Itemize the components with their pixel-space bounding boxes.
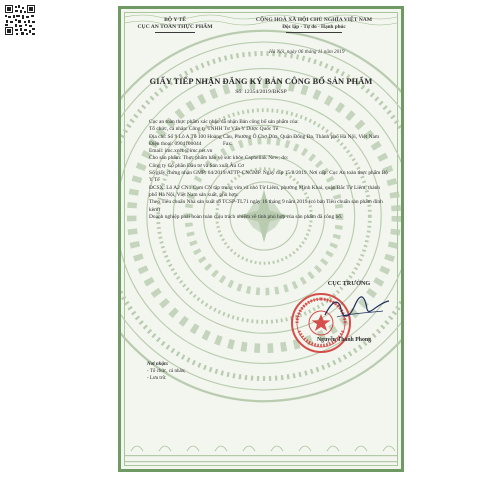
issuer-header (127, 17, 223, 33)
motto-underline (286, 32, 342, 33)
qr-code-icon (4, 4, 36, 36)
document-title: GIẤY TIẾP NHẬN ĐĂNG KÝ BẢN CÔNG BỐ SẢN PHẨM (149, 77, 373, 86)
body-line: Điện thoại: 0904100044 Fax: (149, 140, 233, 147)
recipient-item: - Lưu trữ. (147, 376, 167, 381)
signatory-title: CỤC TRƯỞNG (327, 280, 371, 287)
ministry-name: BỘ Y TẾ (164, 17, 186, 23)
department-name: CỤC AN TOÀN THỰC PHẨM (137, 24, 213, 30)
signer-name: Nguyễn Thanh Phong (316, 337, 372, 343)
body-line: Cho sản phẩm: Thực phẩm bảo vệ sức khỏe Caphelink New; do: (149, 155, 289, 162)
recipients-heading: Nơi nhận: (147, 362, 169, 367)
republic-name: CỘNG HOÀ XÃ HỘI CHỦ NGHĨA VIỆT NAM (255, 17, 373, 23)
body-line: Theo Tiêu chuẩn Nhà sản xuất số TCSP-TL71 ngày 16 tháng 9 năm 2019 (có bản Tiêu chuẩn sản phẩm đính kèm) (149, 199, 383, 213)
body-line: Số giấy chứng nhận GMP: 64/2019/ATTP-CNGMP. Ngày cấp 15/8/2019. Nơi cấp: Cục An toàn thực phẩm Bộ Y Tế (149, 170, 388, 184)
handwritten-signature-icon (321, 293, 393, 323)
body-line: Tổ chức, cá nhân: Công ty TNHH Tư Vấn Y Dược Quốc Tế (149, 126, 279, 133)
body-line: Địa chỉ: Số 9 Lô A Tổ 100 Hoàng Cầu, Phường Ô Chợ Dừa, Quận Đống Đa, Thành phố Hà Nội, Việt Nam (149, 133, 380, 140)
certificate (118, 6, 404, 472)
body-line: ĐCSX: Lô A2 CN1 Cụm CN tập trung vừa và nhỏ Từ Liêm, phường Minh Khai, quận Bắc Từ Liêm, thành phố Hà Nội, Việt Nam sản xuất, phù hợp: (149, 184, 380, 198)
document-number: Số: 12354/2019/ĐKSP (235, 89, 287, 95)
body-line: Doanh nghiệp phải hoàn toàn chịu trách nhiệm về tính phù hợp của sản phẩm đã công bố. (149, 213, 343, 220)
recipient-item: - Tổ chức, cá nhân; (147, 369, 186, 374)
national-header (229, 17, 399, 33)
issue-date: Hà Nội, ngày 06 tháng 11 năm 2019 (269, 49, 345, 55)
body-line: Email: imc.xncb@imc.net.vn (149, 148, 213, 155)
document-body (149, 119, 389, 221)
recipients-block (147, 361, 227, 382)
national-motto: Độc lập - Tự do - Hạnh phúc (282, 24, 346, 30)
body-line: Công ty Cổ phần Đầu tư và Sản xuất Âu Cơ (149, 162, 245, 169)
header-underline (155, 32, 195, 33)
body-line: Cục an toàn thực phẩm xác nhận đã nhận Bản công bố sản phẩm của: (149, 119, 299, 125)
